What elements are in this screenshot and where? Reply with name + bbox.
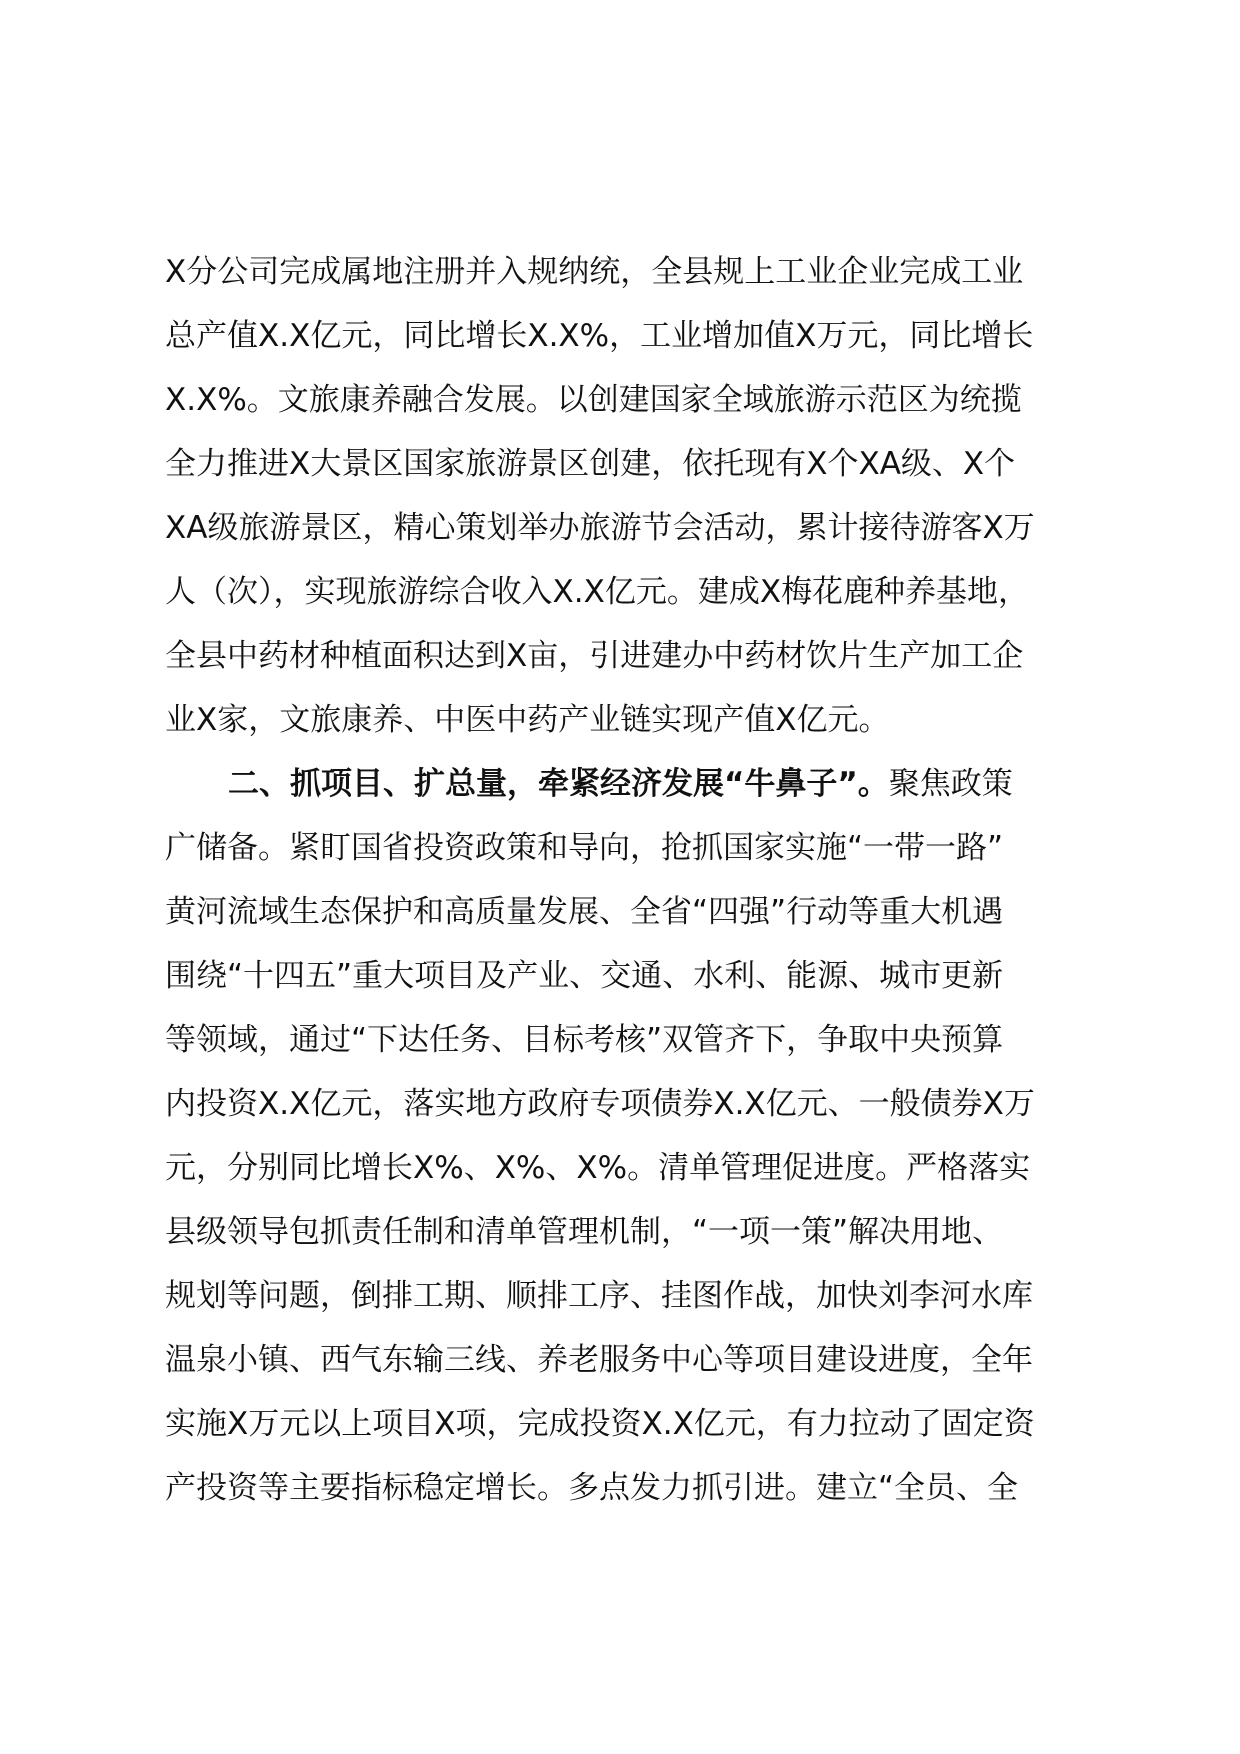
text-line: 围绕“十四五”重大项目及产业、交通、水利、能源、城市更新	[165, 958, 1004, 994]
text-line: 温泉小镇、西气东输三线、养老服务中心等项目建设进度，全年	[165, 1342, 1033, 1378]
text-line: X.X%。文旅康养融合发展。以创建国家全域旅游示范区为统揽	[165, 382, 1022, 418]
text-line: 黄河流域生态保护和高质量发展、全省“四强”行动等重大机遇	[165, 894, 1004, 930]
text-line: 人（次），实现旅游综合收入X.X亿元。建成X梅花鹿种养基地，	[165, 574, 1030, 610]
text-line: 业X家，文旅康养、中医中药产业链实现产值X亿元。	[165, 702, 890, 738]
section-heading-line	[165, 752, 1105, 816]
text-line: 实施X万元以上项目X项，完成投资X.X亿元，有力拉动了固定资	[165, 1406, 1035, 1442]
text-line: 规划等问题，倒排工期、顺排工序、挂图作战，加快刘李河水库	[165, 1278, 1033, 1314]
text-line: 元，分别同比增长X%、X%、X%。清单管理促进度。严格落实	[165, 1150, 1031, 1186]
section-heading: 二、抓项目、扩总量，牵紧经济发展“牛鼻子”。	[228, 766, 889, 802]
text-line: 县级领导包抓责任制和清单管理机制，“一项一策”解决用地、	[165, 1214, 1004, 1250]
text-line: 广储备。紧盯国省投资政策和导向，抢抓国家实施“一带一路”	[165, 830, 1004, 866]
text-line: XA级旅游景区，精心策划举办旅游节会活动，累计接待游客X万	[165, 510, 1035, 546]
text-line: 总产值X.X亿元，同比增长X.X%，工业增加值X万元，同比增长	[165, 318, 1034, 354]
text-line: 全力推进X大景区国家旅游景区创建，依托现有X个XA级、X个	[165, 446, 1016, 482]
section-heading-rest: 聚焦政策	[888, 766, 1013, 802]
text-line: 内投资X.X亿元，落实地方政府专项债券X.X亿元、一般债券X万	[165, 1086, 1035, 1122]
text-line: 全县中药材种植面积达到X亩，引进建办中药材饮片生产加工企	[165, 638, 1024, 674]
text-line: 等领域，通过“下达任务、目标考核”双管齐下，争取中央预算	[165, 1022, 1004, 1058]
body-text	[165, 240, 1105, 1520]
text-line: 产投资等主要指标稳定增长。多点发力抓引进。建立“全员、全	[165, 1470, 1019, 1506]
text-line: X分公司完成属地注册并入规纳统，全县规上工业企业完成工业	[165, 254, 1024, 290]
